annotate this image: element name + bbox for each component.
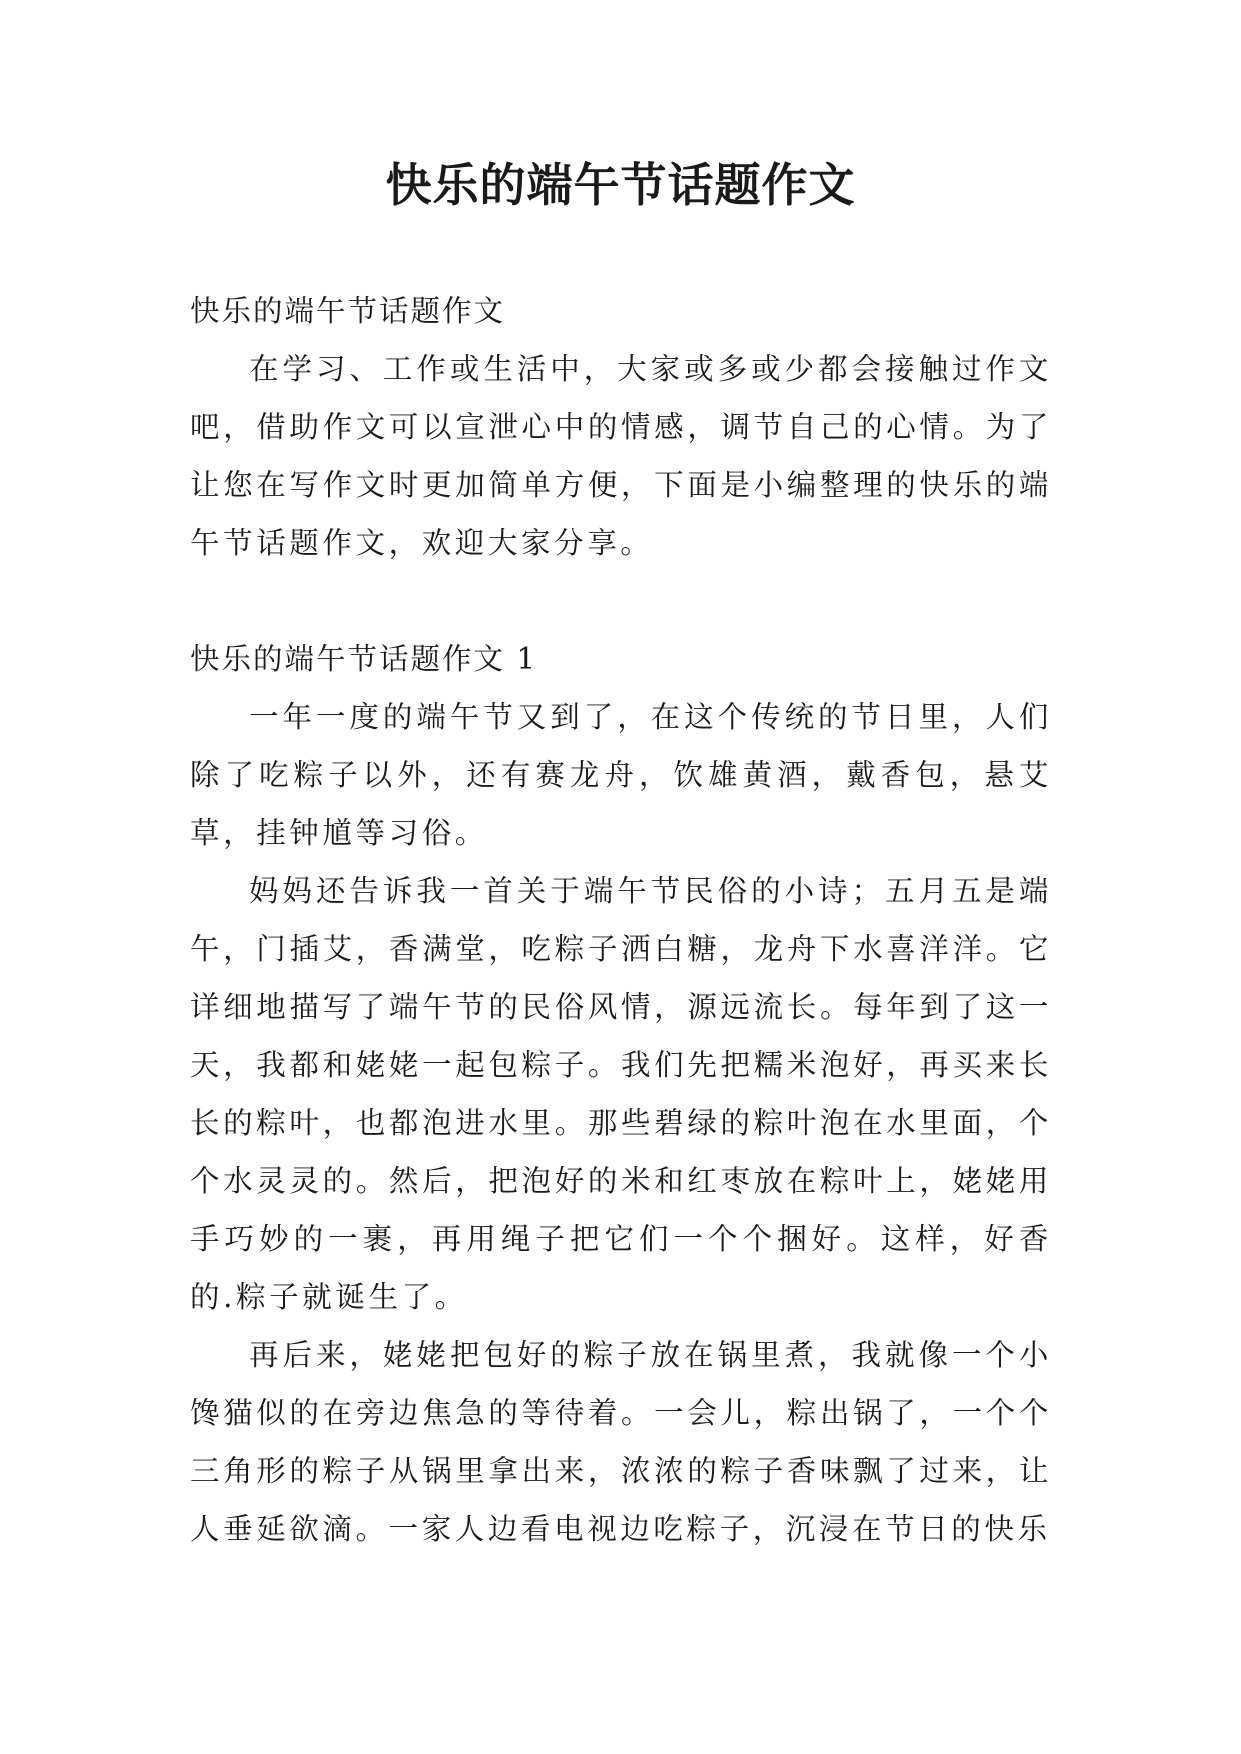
document-body — [190, 282, 1052, 1558]
document-title: 快乐的端午节话题作文 — [385, 158, 856, 212]
section-spacer — [190, 572, 1052, 630]
section1-paragraph-3: 再后来，姥姥把包好的粽子放在锅里煮，我就像一个小馋猫似的在旁边焦急的等待着。一会儿，粽出锅了，一个个三角形的粽子从锅里拿出来，浓浓的粽子香味飘了过来，让人垂延欲滴。一家人边看电视边吃粽子，沉浸在节日的快乐 — [190, 1338, 1052, 1546]
intro-heading: 快乐的端午节话题作文 — [190, 294, 506, 328]
intro-paragraph: 在学习、工作或生活中，大家或多或少都会接触过作文吧，借助作文可以宣泄心中的情感，调节自己的心情。为了让您在写作文时更加简单方便，下面是小编整理的快乐的端午节话题作文，欢迎大家分享。 — [190, 352, 1052, 560]
section1-paragraph-1: 一年一度的端午节又到了，在这个传统的节日里，人们除了吃粽子以外，还有赛龙舟，饮雄黄酒，戴香包，悬艾草，挂钟馗等习俗。 — [190, 700, 1052, 850]
section1-heading: 快乐的端午节话题作文 1 — [190, 642, 538, 676]
section1-paragraph-2: 妈妈还告诉我一首关于端午节民俗的小诗；五月五是端午，门插艾，香满堂，吃粽子洒白糖，龙舟下水喜洋洋。它详细地描写了端午节的民俗风情，源远流长。每年到了这一天，我都和姥姥一起包粽子。我们先把糯米泡好，再买来长长的粽叶，也都泡进水里。那些碧绿的粽叶泡在水里面，个个水灵灵的。然后，把泡好的米和红枣放在粽叶上，姥姥用手巧妙的一裹，再用绳子把它们一个个捆好。这样，好香的.粽子就诞生了。 — [190, 874, 1052, 1314]
